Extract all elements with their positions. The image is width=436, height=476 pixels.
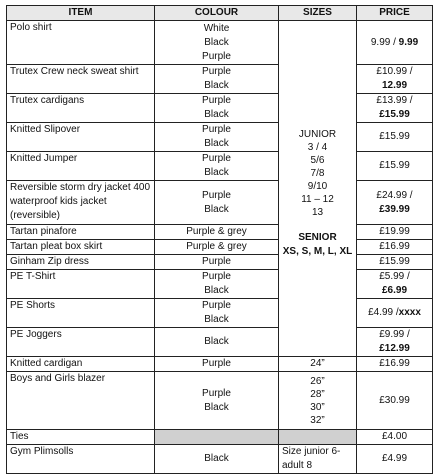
colour-option: Purple — [202, 256, 231, 267]
table-row — [7, 94, 433, 123]
ties-sizes-empty — [279, 430, 357, 445]
item-price — [357, 270, 433, 299]
price-standard: £30.99 — [379, 394, 410, 406]
price-large: £39.99 — [379, 203, 410, 215]
table-row — [7, 430, 433, 445]
colour-option: Black — [204, 138, 229, 149]
colour-option: Black — [204, 36, 229, 48]
price-standard: £9.99 / — [379, 329, 410, 340]
item-name: Ties — [7, 430, 155, 445]
item-colours — [155, 299, 279, 328]
colour-option: Purple — [202, 66, 231, 77]
item-price — [357, 299, 433, 328]
colour-option: Black — [204, 285, 229, 296]
junior-size: 13 — [311, 206, 324, 218]
item-price — [357, 181, 433, 225]
price-standard: £16.99 — [379, 241, 410, 252]
colour-option: Black — [204, 453, 229, 464]
item-colours — [155, 152, 279, 181]
price-standard: £13.99 / — [376, 95, 413, 106]
price-standard: £4.99 — [381, 453, 408, 464]
price-standard: £15.99 — [379, 256, 410, 267]
price-standard: £16.99 — [379, 358, 410, 369]
price-large: £6.99 — [381, 285, 408, 296]
colour-option: Purple — [202, 300, 231, 311]
price-large: £12.99 — [379, 343, 410, 354]
table-row — [7, 123, 433, 152]
table-row — [7, 225, 433, 240]
table-row — [7, 372, 433, 430]
item-colours — [155, 240, 279, 255]
blazer-size: 30” — [310, 401, 325, 413]
colour-option: Black — [204, 109, 229, 120]
item-price — [357, 94, 433, 123]
junior-size: 11 – 12 — [301, 193, 334, 205]
table-row — [7, 270, 433, 299]
item-name: PE Shorts — [7, 299, 155, 328]
junior-size: 5/6 — [310, 154, 325, 166]
item-colours — [155, 65, 279, 94]
item-name: Ginham Zip dress — [7, 255, 155, 270]
colour-option: Black — [204, 314, 229, 325]
header-row — [7, 6, 433, 21]
item-colours — [155, 255, 279, 270]
item-name: Trutex cardigans — [7, 94, 155, 123]
colour-option: Black — [204, 80, 229, 91]
item-colours — [155, 270, 279, 299]
price-standard: £5.99 / — [379, 271, 410, 282]
item-colours — [155, 328, 279, 357]
item-price — [357, 328, 433, 357]
item-colours — [155, 94, 279, 123]
colour-option: Black — [204, 401, 229, 413]
colour-option: Purple — [202, 124, 231, 135]
price-standard: £15.99 — [379, 131, 410, 142]
item-colours — [155, 372, 279, 430]
blazer-size: 26” — [310, 375, 325, 387]
price-table — [6, 5, 433, 474]
junior-size: 9/10 — [307, 180, 328, 192]
item-price — [357, 445, 433, 474]
item-price — [357, 21, 433, 65]
item-name: PE Joggers — [7, 328, 155, 357]
price-standard: £15.99 — [379, 160, 410, 171]
header-item: ITEM — [7, 6, 155, 21]
table-row — [7, 21, 433, 65]
colour-option: Purple — [202, 358, 231, 369]
colour-option: Purple & grey — [186, 241, 247, 252]
colour-option: Purple — [202, 153, 231, 164]
senior-sizes: XS, S, M, L, XL — [282, 245, 353, 257]
colour-option: Purple — [202, 387, 231, 399]
item-name: Polo shirt — [7, 21, 155, 65]
price-large: 9.99 — [398, 36, 419, 48]
item-name: Tartan pleat box skirt — [7, 240, 155, 255]
junior-label: JUNIOR — [298, 128, 337, 140]
price-standard: £24.99 / — [376, 189, 413, 201]
header-colour: COLOUR — [155, 6, 279, 21]
price-large: xxxx — [398, 307, 421, 318]
price-standard: 9.99 / — [370, 36, 399, 48]
colour-option: Purple — [202, 95, 231, 106]
colour-option: Purple — [202, 50, 231, 62]
item-price — [357, 240, 433, 255]
header-sizes: SIZES — [279, 6, 357, 21]
sizes-range — [279, 21, 357, 357]
header-price: PRICE — [357, 6, 433, 21]
junior-size: 7/8 — [310, 167, 325, 179]
colour-option: Black — [204, 167, 229, 178]
item-colours — [155, 445, 279, 474]
item-price — [357, 123, 433, 152]
item-colours — [155, 225, 279, 240]
item-price — [357, 372, 433, 430]
item-name: Knitted Slipover — [7, 123, 155, 152]
junior-size: 3 / 4 — [307, 141, 328, 153]
table-row — [7, 65, 433, 94]
item-name: PE T-Shirt — [7, 270, 155, 299]
price-standard: £4.99 / — [368, 307, 399, 318]
table-row — [7, 299, 433, 328]
colour-option: Purple — [202, 189, 231, 201]
plimsoll-sizes: Size junior 6- adult 8 — [279, 445, 357, 474]
item-name: Reversible storm dry jacket 400 waterproof kids jacket (reversible) — [7, 181, 155, 225]
item-price — [357, 430, 433, 445]
table-row — [7, 181, 433, 225]
item-price — [357, 357, 433, 372]
colour-option: Purple — [202, 271, 231, 282]
blazer-size: 28” — [310, 388, 325, 400]
price-large: 12.99 — [381, 80, 408, 91]
item-name: Boys and Girls blazer — [7, 372, 155, 430]
table-row — [7, 357, 433, 372]
table-row — [7, 240, 433, 255]
item-colours — [155, 430, 279, 445]
blazer-first-size: 24” — [279, 357, 357, 372]
item-name: Trutex Crew neck sweat shirt — [7, 65, 155, 94]
price-standard: £19.99 — [379, 226, 410, 237]
item-colours — [155, 357, 279, 372]
item-colours — [155, 21, 279, 65]
blazer-sizes — [279, 372, 357, 430]
item-colours — [155, 181, 279, 225]
item-name: Knitted cardigan — [7, 357, 155, 372]
price-standard: £4.00 — [381, 431, 408, 442]
senior-label: SENIOR — [298, 231, 337, 243]
price-large: £15.99 — [379, 109, 410, 120]
uniform-price-list — [6, 5, 432, 474]
blazer-size: 32” — [310, 414, 325, 426]
colour-option: Black — [204, 203, 229, 215]
table-row — [7, 328, 433, 357]
item-price — [357, 255, 433, 270]
price-standard: £10.99 / — [376, 66, 413, 77]
item-price — [357, 225, 433, 240]
item-name: Tartan pinafore — [7, 225, 155, 240]
colour-option: Black — [204, 336, 229, 347]
table-row — [7, 152, 433, 181]
colour-option: Purple & grey — [186, 226, 247, 237]
table-row — [7, 255, 433, 270]
table-row — [7, 445, 433, 474]
item-name: Gym Plimsolls — [7, 445, 155, 474]
colour-option: White — [203, 22, 230, 34]
item-colours — [155, 123, 279, 152]
item-name: Knitted Jumper — [7, 152, 155, 181]
item-price — [357, 65, 433, 94]
item-price — [357, 152, 433, 181]
